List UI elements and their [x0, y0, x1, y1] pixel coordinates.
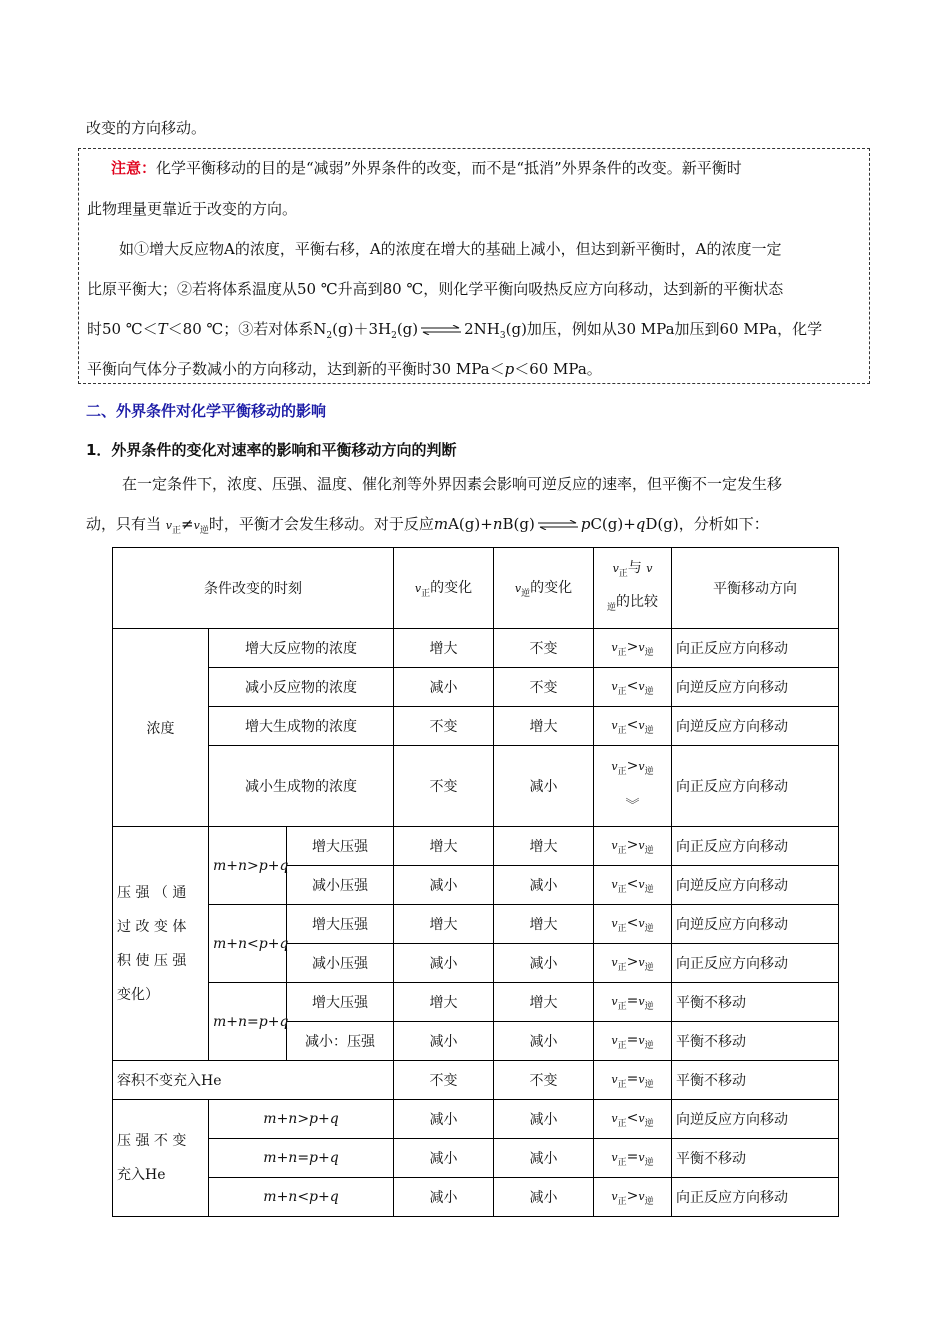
table-row: 浓度 增大反应物的浓度 增大 不变 $v_正>v_逆$ 向正反应方向移动	[113, 629, 839, 668]
note-line-4: 比原平衡大；②若将体系温度从50 ℃升高到80 ℃，则化学平衡向吸热反应方向移动，达到新的平衡状态	[87, 280, 784, 298]
header-condition: 条件改变的时刻	[113, 548, 394, 629]
table-row: 压 强 （ 通 过 改 变 体 积 使 压 强 变化） m+n>p+q 增大压强 增大 增大 $v_正>v_逆$ 向正反应方向移动	[113, 827, 839, 866]
table-row: m+n=p+q 减小 减小 $v_正=v_逆$ 平衡不移动	[113, 1139, 839, 1178]
press-subgroup-2: m+n<p+q	[209, 905, 287, 983]
table-row: 减小：压强 减小 减小 $v_正=v_逆$ 平衡不移动	[113, 1022, 839, 1061]
press-subgroup-1: m+n>p+q	[209, 827, 287, 905]
note-line-3: 如①增大反应物A的浓度，平衡右移，A的浓度在增大的基础上减小，但达到新平衡时，A的浓度一定	[119, 240, 782, 258]
header-compare: $v_正$与 v $_逆$的比较	[594, 548, 672, 629]
subsection-title: 1．外界条件的变化对速率的影响和平衡移动方向的判断	[86, 441, 457, 459]
header-v-ni: $v_逆$的变化	[494, 548, 594, 629]
group-constant-pressure-he: 压 强 不 变 充入He	[113, 1100, 209, 1217]
table-row: 减小生成物的浓度 不变 减小 $v_正>v_逆$ ︾ 向正反应方向移动	[113, 746, 839, 827]
table-row: 减小压强 减小 减小 $v_正<v_逆$ 向逆反应方向移动	[113, 866, 839, 905]
note-label: 注意：	[111, 159, 157, 177]
equilibrium-table	[112, 547, 839, 1217]
table-row: m+n<p+q 减小 减小 $v_正>v_逆$ 向正反应方向移动	[113, 1178, 839, 1217]
chevron-down-icon: ︾	[625, 797, 640, 814]
press-subgroup-3: m+n=p+q	[209, 983, 287, 1061]
table-row: 减小反应物的浓度 减小 不变 $v_正<v_逆$ 向逆反应方向移动	[113, 668, 839, 707]
para-line-1: 在一定条件下，浓度、压强、温度、催化剂等外界因素会影响可逆反应的速率，但平衡不一定发生移	[122, 475, 783, 493]
table-row: m+n<p+q 增大压强 增大 增大 $v_正<v_逆$ 向逆反应方向移动	[113, 905, 839, 944]
note-box	[78, 148, 870, 384]
note-line-6: 平衡向气体分子数减小的方向移动，达到新的平衡时30 MPa＜p＜60 MPa。	[87, 360, 602, 378]
table-row: 压 强 不 变 充入He m+n>p+q 减小 减小 $v_正<v_逆$ 向逆反应方向移动	[113, 1100, 839, 1139]
header-v-zheng: $v_正$的变化	[394, 548, 494, 629]
table-header-row	[113, 548, 839, 629]
group-concentration: 浓度	[113, 629, 209, 827]
equilibrium-arrow-icon	[419, 325, 463, 335]
group-pressure: 压 强 （ 通 过 改 变 体 积 使 压 强 变化）	[113, 827, 209, 1061]
table-row: m+n=p+q 增大压强 增大 增大 $v_正=v_逆$ 平衡不移动	[113, 983, 839, 1022]
table-row: 减小压强 减小 减小 $v_正>v_逆$ 向正反应方向移动	[113, 944, 839, 983]
header-direction: 平衡移动方向	[672, 548, 839, 629]
intro-line: 改变的方向移动。	[86, 119, 207, 137]
para-line-2: 动，只有当 $v_正\ne v_逆$时，平衡才会发生移动。对于反应mA(g)+nB(g) pC(g)+qD(g)，分析如下：	[86, 515, 769, 536]
table-row: 增大生成物的浓度 不变 增大 $v_正<v_逆$ 向逆反应方向移动	[113, 707, 839, 746]
equilibrium-arrow-icon	[536, 520, 580, 530]
note-line-1: 注意：化学平衡移动的目的是“减弱”外界条件的改变，而不是“抵消”外界条件的改变。新平衡时	[111, 159, 742, 177]
table-row: 容积不变充入He 不变 不变 $v_正=v_逆$ 平衡不移动	[113, 1061, 839, 1100]
section-title: 二、外界条件对化学平衡移动的影响	[86, 402, 327, 420]
note-line-5: 时50 ℃＜T＜80 ℃；③若对体系$N_2(g)+3H_2(g)$ $2NH_3(g)$加压，例如从30 MPa加压到60 MPa，化学	[87, 320, 823, 341]
note-line-2: 此物理量更靠近于改变的方向。	[87, 200, 298, 218]
